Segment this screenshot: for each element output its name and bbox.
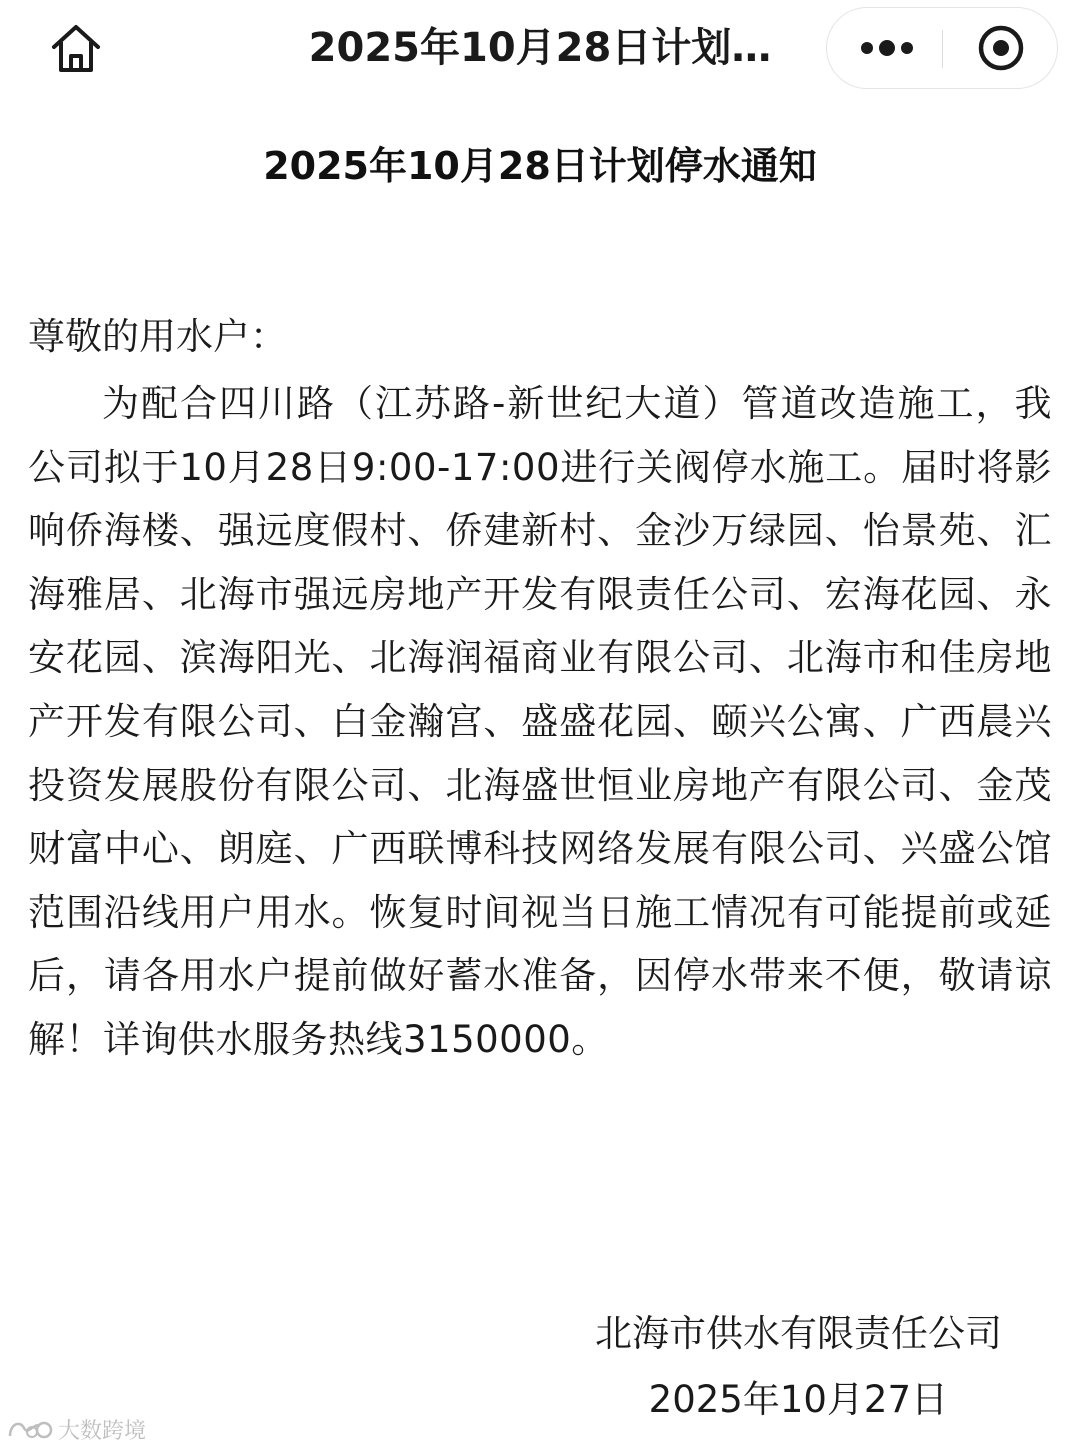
home-icon <box>48 20 104 76</box>
home-button[interactable] <box>46 18 106 78</box>
watermark <box>6 1412 146 1446</box>
nav-title: 2025年10月28日计划… <box>308 25 772 71</box>
salutation: 尊敬的用水户： <box>28 315 287 358</box>
signature-company: 北海市供水有限责任公司 <box>595 1312 1002 1355</box>
mini-program-capsule <box>826 7 1058 89</box>
capsule-divider <box>942 30 943 68</box>
close-circle-icon <box>977 24 1025 72</box>
more-dots-icon <box>857 38 917 58</box>
more-button[interactable] <box>837 8 937 88</box>
notice-title: 2025年10月28日计划停水通知 <box>263 144 817 188</box>
top-navbar <box>0 0 1080 96</box>
notice-body: 为配合四川路（江苏路-新世纪大道）管道改造施工，我公司拟于10月28日9:00-17:00进行关阀停水施工。届时将影响侨海楼、强远度假村、侨建新村、金沙万绿园、怡景苑、汇海雅居、北海市强远房地产开发有限责任公司、宏海花园、永安花园、滨海阳光、北海润福商业有限公司、北海市和佳房地产开发有限公司、白金瀚宫、盛盛花园、颐兴公寓、广西晨兴投资发展股份有限公司、北海盛世恒业房地产有限公司、金茂财富中心、朗庭、广西联博科技网络发展有限公司、兴盛公馆范围沿线用户用水。恢复时间视当日施工情况有可能提前或延后，请各用水户提前做好蓄水准备，因停水带来不便，敬请谅解！详询供水服务热线3150000。 <box>28 382 1052 1061</box>
watermark-logo-icon <box>6 1414 54 1444</box>
signature-date: 2025年10月27日 <box>648 1378 948 1421</box>
close-button[interactable] <box>951 8 1051 88</box>
watermark-text: 大数跨境 <box>58 1418 147 1444</box>
